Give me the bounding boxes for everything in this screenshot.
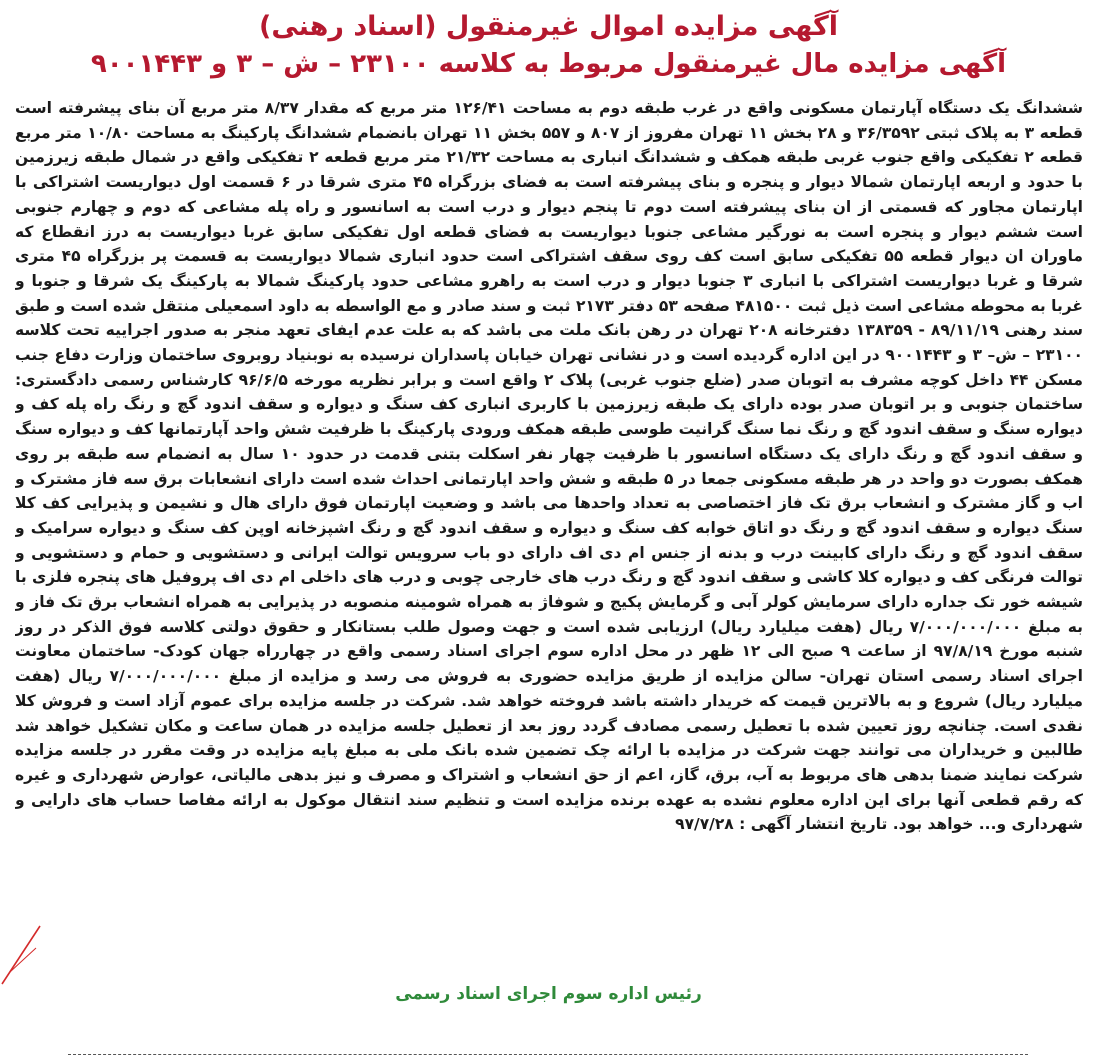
notice-subtitle: آگهی مزایده مال غیرمنقول مربوط به کلاسه ۲۳۱۰۰ – ش – ۳ و ۹۰۰۱۴۴۳ [90,49,1007,79]
bottom-divider [68,1054,1028,1055]
signature-line: رئیس اداره سوم اجرای اسناد رسمی [395,984,702,1004]
notice-title: آگهی مزایده اموال غیرمنقول (اسناد رهنی) [258,11,838,42]
red-pen-mark-icon [0,918,44,988]
notice-header [0,8,1097,82]
notice-body: ششدانگ یک دستگاه آپارتمان مسکونی واقع در غرب طبقه دوم به مساحت ۱۲۶/۴۱ متر مربع که مقدار ۸/۳۷ متر مربع آن بنای پیشرفته است قطعه ۳ به پلاک ثبتی ۳۶/۳۵۹۲ و ۲۸ بخش ۱۱ تهران مفروز از ۸۰۷ و ۵۵۷ بخش ۱۱ تهران بانضمام ششدانگ پارکینگ به مساحت ۱۰/۸۰ متر مربع قطعه ۲ تفکیکی واقع جنوب غربی طبقه همکف و ششدانگ انباری به مساحت ۲۱/۳۲ متر مربع قطعه ۲ تفکیکی واقع در شمال طبقه زیرزمین با حدود و اربعه اپارتمان شمالا دیوار و پنجره و بنای پیشرفته است به فضای بزرگراه ۴۵ متری شرقا در ۶ قسمت اول دیواریست اشتراکی با اپارتمان مجاور که قسمتی از ان بنای پیشرفته است دوم تا پنجم دیوار و درب است به اسانسور و راه پله مشاعی که دوم و چهارم جنوبی است ششم دیوار و پنجره است به نورگیر مشاعی جنوبا دیواریست به فضای قطعه اول تفکیکی سابق غربا دیواریست به درز انقطاع که ماوران ان دیوار قطعه ۵۵ تفکیکی سابق است کف روی سقف اشتراکی است حدود انباری شمالا دیواریست به قسمت پر بزرگراه ۴۵ متری شرقا و غربا دیواریست اشتراکی با انباری ۳ جنوبا دیوار و درب است به راهرو مشاعی حدود پارکینگ شمالا به پارکینگ یک شرقا و جنوبا و غربا به محوطه مشاعی است ذیل ثبت ۴۸۱۵۰۰ صفحه ۵۳ دفتر ۲۱۷۳ ثبت و سند صادر و مع الواسطه به داود اسمعیلی منتقل شده است و طبق سند رهنی ۸۹/۱۱/۱۹ - ۱۳۸۳۵۹ دفترخانه ۲۰۸ تهران در رهن بانک ملت می باشد که به علت عدم ایفای تعهد منجر به صدور اجراییه تحت کلاسه ۲۳۱۰۰ – ش– ۳ و ۹۰۰۱۴۴۳ در این اداره گردیده است و در نشانی تهران خیابان پاسداران نرسیده به نوبنیاد روبروی ساختمان وزارت دفاع جنب مسکن ۴۴ داخل کوچه مشرف به اتوبان صدر (ضلع جنوب غربی) پلاک ۲ واقع است و برابر نظریه مورخه ۹۶/۶/۵ کارشناس رسمی دادگستری: ساختمان جنوبی و بر اتوبان صدر بوده دارای یک طبقه زیرزمین با کاربری انباری کف سنگ و دیواره و سقف اندود گچ و رنگ راه پله کف و دیواره سنگ و سقف اندود گچ و رنگ نما سنگ گرانیت طوسی طبقه همکف ورودی پارکینگ با ظرفیت شش واحد آپارتمانها کف و دیواره سنگ و سقف اندود گچ و رنگ دارای یک دستگاه اسانسور با ظرفیت چهار نفر اسکلت بتنی قدمت در حدود ۱۰ سال به انضمام سه طبقه بر روی همکف بصورت دو واحد در هر طبقه مسکونی جمعا در ۵ طبقه و شش واحد اپارتمانی احداث شده است دارای انشعابات برق سه فاز مشترک و اب و گاز مشترک و انشعاب برق تک فاز اختصاصی به تعداد واحدها می باشد و وضعیت اپارتمان فوق دارای هال و نشیمن و پذیرایی کف کلا سنگ دیواره و سقف اندود گچ و رنگ دو اتاق خوابه کف سنگ و دیواره و سقف اندود گچ و رنگ اشپزخانه اوپن کف سنگ و دیواره سرامیک و سقف اندود گچ و رنگ دارای کابینت درب و بدنه از جنس ام دی اف دارای دو باب سرویس توالت ایرانی و دستشویی و حمام و دستشویی و توالت فرنگی کف و دیواره کلا کاشی و سقف اندود گچ و رنگ درب های خارجی چوبی و درب های داخلی ام دی اف پروفیل های پنجره فلزی با شیشه خور تک جداره دارای سرمایش کولر آبی و گرمایش پکیج و شوفاژ به همراه شومینه منصوبه در پذیرایی به همراه انشعاب برق تک فاز و به مبلغ ۷/۰۰۰/۰۰۰/۰۰۰ ریال (هفت میلیارد ریال) ارزیابی شده است و جهت وصول طلب بستانکار و حقوق دولتی کلاسه فوق الذکر در روز شنبه مورخ ۹۷/۸/۱۹ از ساعت ۹ صبح الی ۱۲ ظهر در محل اداره سوم اجرای اسناد رسمی واقع در چهارراه جهان کودک- ساختمان معاونت اجرای اسناد رسمی استان تهران- سالن مزایده از طریق مزایده حضوری به فروش می رسد و مزایده از مبلغ ۷/۰۰۰/۰۰۰/۰۰۰ ریال (هفت میلیارد ریال) شروع و به بالاترین قیمت که خریدار داشته باشد فروخته خواهد شد. شرکت در جلسه مزایده برای عموم آزاد است و فروش کلا نقدی است. چنانچه روز تعیین شده با تعطیل رسمی مصادف گردد روز بعد از تعطیل جلسه مزایده در همان ساعت و مکان تشکیل خواهد شد طالبین و خریداران می توانند جهت شرکت در مزایده با ارائه چک تضمین شده بانک ملی به مبلغ پایه مزایده در وقت مقرر در جلسه مزایده شرکت نمایند ضمنا بدهی های مربوط به آب، برق، گاز، اعم از حق انشعاب و اشتراک و مصرف و نیز بدهی مالیاتی، عوارض شهرداری و غیره که رقم قطعی آنها برای این اداره معلوم نشده به عهده برنده مزایده است و تنظیم سند انتقال موکول به ارائه مفاصا حساب های دارایی و شهرداری و... خواهد بود. تاریخ انتشار آگهی : ۹۷/۷/۲۸ [15,99,1083,834]
